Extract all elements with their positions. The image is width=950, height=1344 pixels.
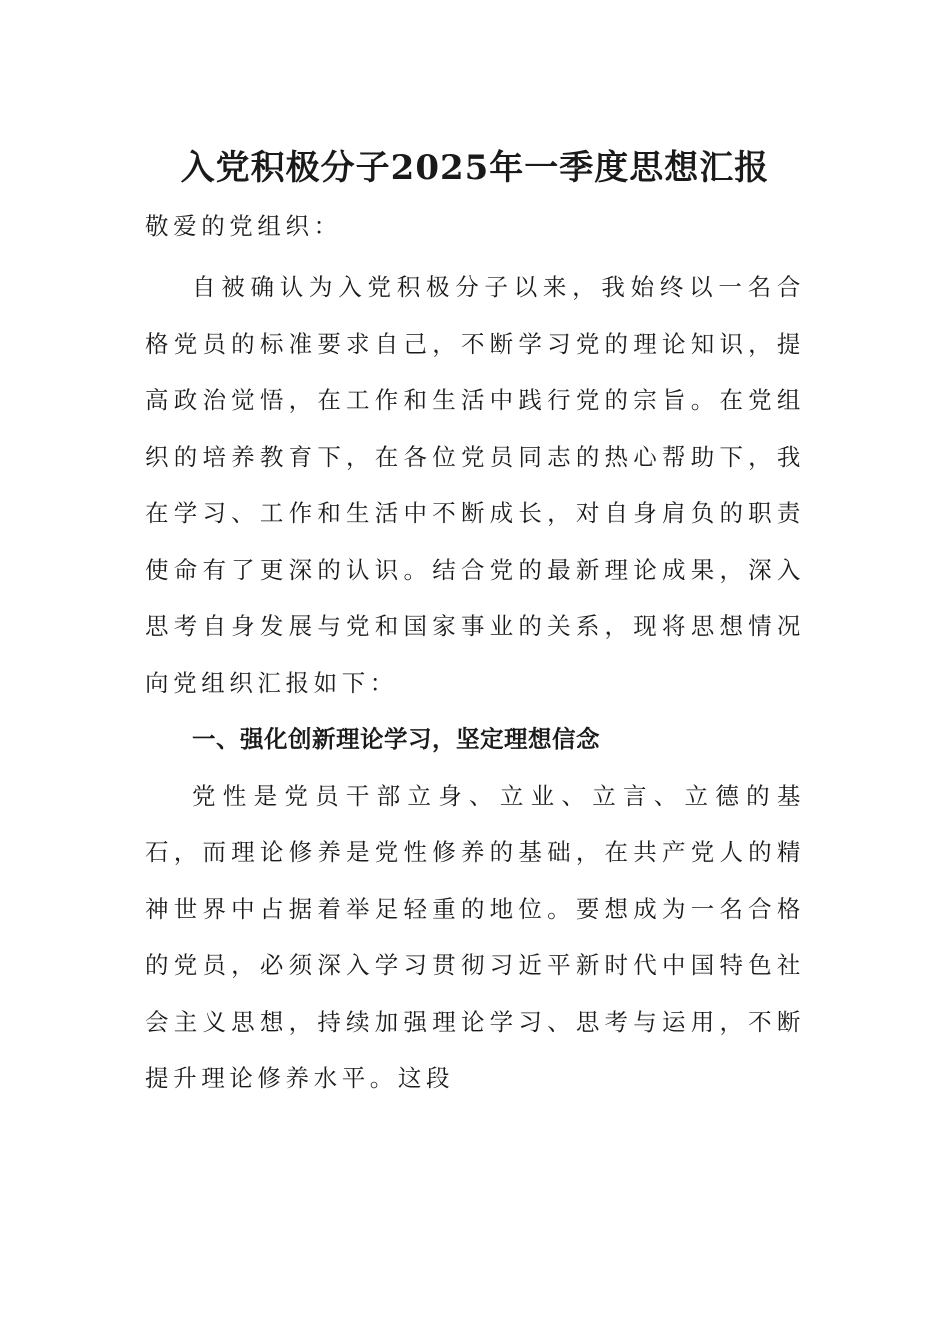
document-title: 入党积极分子2025年一季度思想汇报 bbox=[180, 148, 770, 188]
section-heading-1: 一、强化创新理论学习，坚定理想信念 bbox=[192, 725, 600, 753]
paragraph-section-1: 党性是党员干部立身、立业、立言、立德的基石，而理论修养是党性修养的基础，在共产党人的精神世界中占据着举足轻重的地位。要想成为一名合格的党员，必须深入学习贯彻习近平新时代中国特色社会主义思想，持续加强理论学习、思考与运用，不断提升理论修养水平。这段 bbox=[145, 781, 805, 1092]
document-body bbox=[145, 200, 805, 1107]
paragraph-intro: 自被确认为入党积极分子以来，我始终以一名合格党员的标准要求自己，不断学习党的理论知识，提高政治觉悟，在工作和生活中践行党的宗旨。在党组织的培养教育下，在各位党员同志的热心帮助下，我在学习、工作和生活中不断成长，对自身肩负的职责使命有了更深的认识。结合党的最新理论成果，深入思考自身发展与党和国家事业的关系，现将思想情况向党组织汇报如下： bbox=[145, 273, 805, 697]
salutation: 敬爱的党组织： bbox=[145, 212, 342, 240]
